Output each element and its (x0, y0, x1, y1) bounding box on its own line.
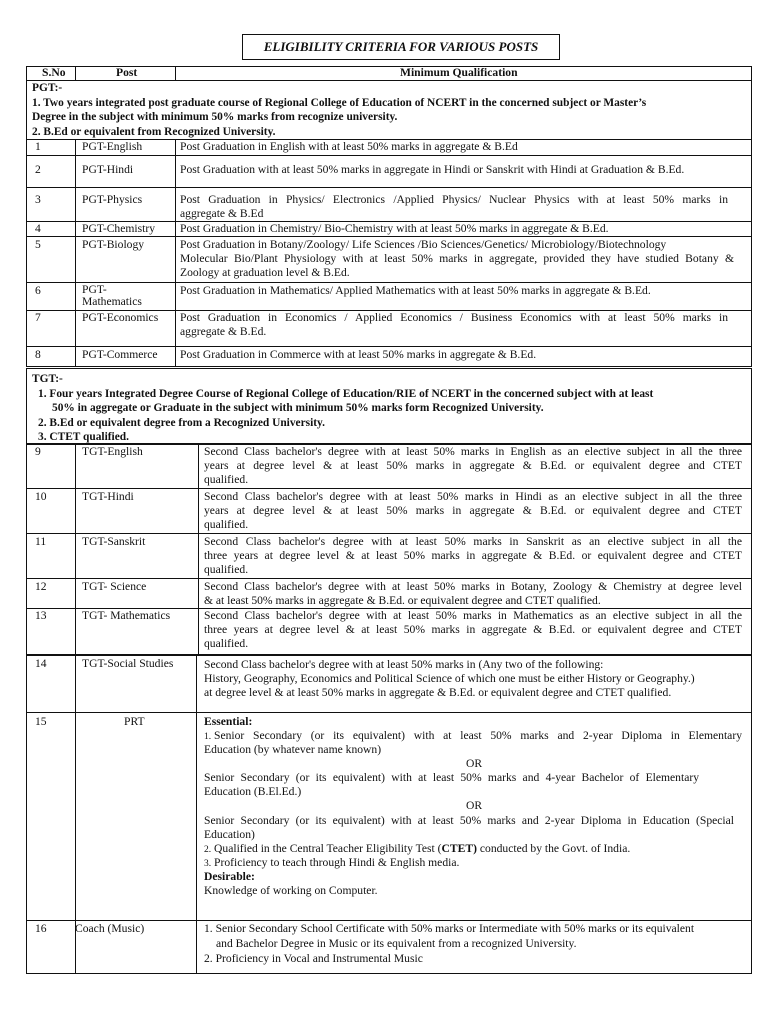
row-qualification: Post Graduation in Chemistry/ Bio-Chemistry with at least 50% marks in aggregate & B.Ed. (180, 222, 609, 235)
row-qualification: Second Class bachelor's degree with at least 50% marks in (Any two of the following: (204, 658, 604, 671)
row-qualification-cont: years at degree level & at least 50% marks in aggregate & B.Ed. or equivalent degree and CTET (204, 459, 742, 472)
row-post: PGT-Economics (82, 311, 159, 324)
row-qualification-cont: years at degree level & at least 50% marks in aggregate & B.Ed. or equivalent degree and CTET (204, 504, 742, 517)
row-qualification: Post Graduation in Commerce with at least 50% marks in aggregate & B.Ed. (180, 348, 537, 361)
prt-or-2: OR (466, 799, 483, 812)
row-qualification-cont: qualified. (204, 637, 249, 650)
row-post-cont: Mathematics (82, 295, 142, 308)
row-sno: 7 (35, 311, 41, 324)
row-post: TGT-English (82, 445, 143, 458)
header-sno: S.No (42, 66, 66, 79)
tgt-criterion-2: 2. B.Ed or equivalent degree from a Recognized University. (38, 416, 325, 429)
row-post: TGT-Hindi (82, 490, 134, 503)
row-qualification-cont: and Bachelor Degree in Music or its equivalent from a recognized University. (216, 937, 577, 950)
row-post: TGT-Social Studies (82, 657, 174, 670)
row-post: TGT- Science (82, 580, 147, 593)
row-qualification: Post Graduation in Economics / Applied Economics / Business Economics with at least 50% marks in (180, 311, 728, 324)
row-sno: 9 (35, 445, 41, 458)
row-qualification: Post Graduation with at least 50% marks in aggregate in Hindi or Sanskrit with Hindi at Graduation & B.Ed. (180, 163, 685, 176)
row-qualification: Second Class bachelor's degree with at least 50% marks in English as an elective subject in all the three (204, 445, 742, 458)
row-sno: 8 (35, 348, 41, 361)
row-qualification: Second Class bachelor's degree with at least 50% marks in Botany, Zoology & Chemistry at degree level (204, 580, 742, 593)
tgt-criterion-1: 1. Four years Integrated Degree Course of Regional College of Education/RIE of NCERT in the concerned subject with at least (38, 387, 654, 400)
row-sno: 2 (35, 163, 41, 176)
row-sno: 1 (35, 140, 41, 153)
row-post: TGT- Mathematics (82, 609, 171, 622)
prt-item-3-number: 3. (204, 859, 212, 869)
row-post: PGT-Physics (82, 193, 143, 206)
pgt-section-heading (32, 81, 744, 139)
row-sno: 10 (35, 490, 47, 503)
pgt-heading: PGT:- (32, 82, 63, 94)
row-qualification-cont: qualified. (204, 518, 249, 531)
row-qualification: 1. Senior Secondary School Certificate with 50% marks or Intermediate with 50% marks or its equivalent (204, 922, 695, 935)
prt-alt-1: Senior Secondary (or its equivalent) with at least 50% marks and 4-year Bachelor of Elementary (204, 771, 699, 784)
prt-item-1-cont: Education (by whatever name known) (204, 743, 382, 756)
row-post: TGT-Sanskrit (82, 535, 146, 548)
pgt-criterion-1: 1. Two years integrated post graduate course of Regional College of Education of NCERT in the concerned subject or Master’s (32, 96, 647, 109)
row-sno: 16 (35, 922, 47, 935)
row-post: PGT-English (82, 140, 143, 153)
row-sno: 4 (35, 222, 41, 235)
header-qualification: Minimum Qualification (400, 66, 518, 79)
row-qualification: Post Graduation in English with at least 50% marks in aggregate & B.Ed (180, 140, 518, 153)
prt-essential-label: Essential: (204, 715, 253, 728)
row-qualification-cont: & at least 50% marks in aggregate & B.Ed. or equivalent degree and CTET qualified. (204, 594, 601, 607)
row-qualification: Second Class bachelor's degree with at least 50% marks in Hindi as an elective subject in all the three (204, 490, 742, 503)
row-qualification-cont: aggregate & B.Ed. (180, 325, 267, 338)
row-qualification: Post Graduation in Physics/ Electronics /Applied Physics/ Nuclear Physics with at least 50% marks in (180, 193, 728, 206)
prt-item-2-number: 2. (204, 845, 212, 855)
row-qualification: Second Class bachelor's degree with at least 50% marks in Sanskrit as an elective subject in all the (204, 535, 742, 548)
row-qualification-cont: aggregate & B.Ed (180, 207, 264, 220)
row-qualification-cont: Molecular Bio/Plant Physiology with at least 50% marks in aggregate, provided they have studied Botany & (180, 252, 734, 265)
header-post: Post (116, 66, 138, 79)
row-qualification: Post Graduation in Mathematics/ Applied Mathematics with at least 50% marks in aggregate & B.Ed. (180, 284, 651, 297)
prt-item-3-text: Proficiency to teach through Hindi & English media. (214, 856, 460, 869)
row-post: PGT-Commerce (82, 348, 158, 361)
prt-alt-1-cont: Education (B.El.Ed.) (204, 785, 302, 798)
pgt-criterion-2: 2. B.Ed or equivalent from Recognized University. (32, 125, 276, 138)
row-sno: 12 (35, 580, 47, 593)
row-qualification-cont: three years at degree level & at least 50% marks in aggregate & B.Ed. or equivalent degree and CTET (204, 623, 742, 636)
row-post: PGT-Biology (82, 238, 145, 251)
row-sno: 6 (35, 284, 41, 297)
prt-item-2-bold: CTET) (441, 842, 477, 855)
row-qualification-cont: Zoology at graduation level & B.Ed. (180, 266, 350, 279)
page-title-text: ELIGIBILITY CRITERIA FOR VARIOUS POSTS (263, 39, 539, 54)
tgt-criterion-3: 3. CTET qualified. (38, 431, 129, 443)
prt-item-2-tail: conducted by the Govt. of India. (476, 842, 631, 855)
row-post: PGT-Chemistry (82, 222, 156, 235)
prt-desirable-text: Knowledge of working on Computer. (204, 884, 378, 897)
row-post: PGT- (82, 283, 107, 296)
page-title (242, 34, 560, 60)
row-post: PGT-Hindi (82, 163, 134, 176)
row-post: Coach (Music) (75, 922, 145, 935)
prt-or-1: OR (466, 757, 483, 770)
tgt-section-heading (32, 372, 744, 445)
row-sno: 3 (35, 193, 41, 206)
row-sno: 14 (35, 657, 47, 670)
row-sno: 13 (35, 609, 47, 622)
row-qualification-cont: qualified. (204, 473, 249, 486)
row-qualification: Post Graduation in Botany/Zoology/ Life Sciences /Bio Sciences/Genetics/ Microbiology/Biotechnology (180, 238, 667, 251)
prt-item-1-number: 1. (204, 732, 212, 742)
tgt-criterion-1-cont: 50% in aggregate or Graduate in the subject with minimum 50% marks form Recognized University. (52, 402, 544, 414)
prt-alt-2: Senior Secondary (or its equivalent) with at least 50% marks and 2-year Diploma in Education (Special (204, 814, 734, 827)
prt-item-2 (204, 842, 630, 857)
prt-desirable-label: Desirable: (204, 870, 255, 883)
row-sno: 5 (35, 238, 41, 251)
prt-alt-2-cont: Education) (204, 828, 255, 841)
row-qualification-cont: at degree level & at least 50% marks in aggregate & B.Ed. or equivalent degree and CTET qualified. (204, 686, 672, 699)
row-post: PRT (124, 715, 145, 728)
row-sno: 15 (35, 715, 47, 728)
row-qualification-cont: 2. Proficiency in Vocal and Instrumental Music (204, 952, 423, 965)
row-qualification-cont: three years at degree level & at least 50% marks in aggregate & B.Ed. or equivalent degree and CTET (204, 549, 742, 562)
row-qualification-cont: History, Geography, Economics and Political Science of which one must be either History or Geography.) (204, 672, 695, 685)
tgt-heading: TGT:- (32, 373, 63, 385)
prt-item-2-text: Qualified in the Central Teacher Eligibility Test ( (214, 842, 442, 855)
prt-item-1: Senior Secondary (or its equivalent) with at least 50% marks and 2-year Diploma in Elementary (214, 729, 742, 742)
row-sno: 11 (35, 535, 47, 548)
row-qualification-cont: qualified. (204, 563, 249, 576)
prt-item-3 (204, 856, 459, 871)
pgt-criterion-1-cont: Degree in the subject with minimum 50% marks from recognize university. (32, 111, 398, 123)
row-qualification: Second Class bachelor's degree with at least 50% marks in Mathematics as an elective subject in all the (204, 609, 742, 622)
